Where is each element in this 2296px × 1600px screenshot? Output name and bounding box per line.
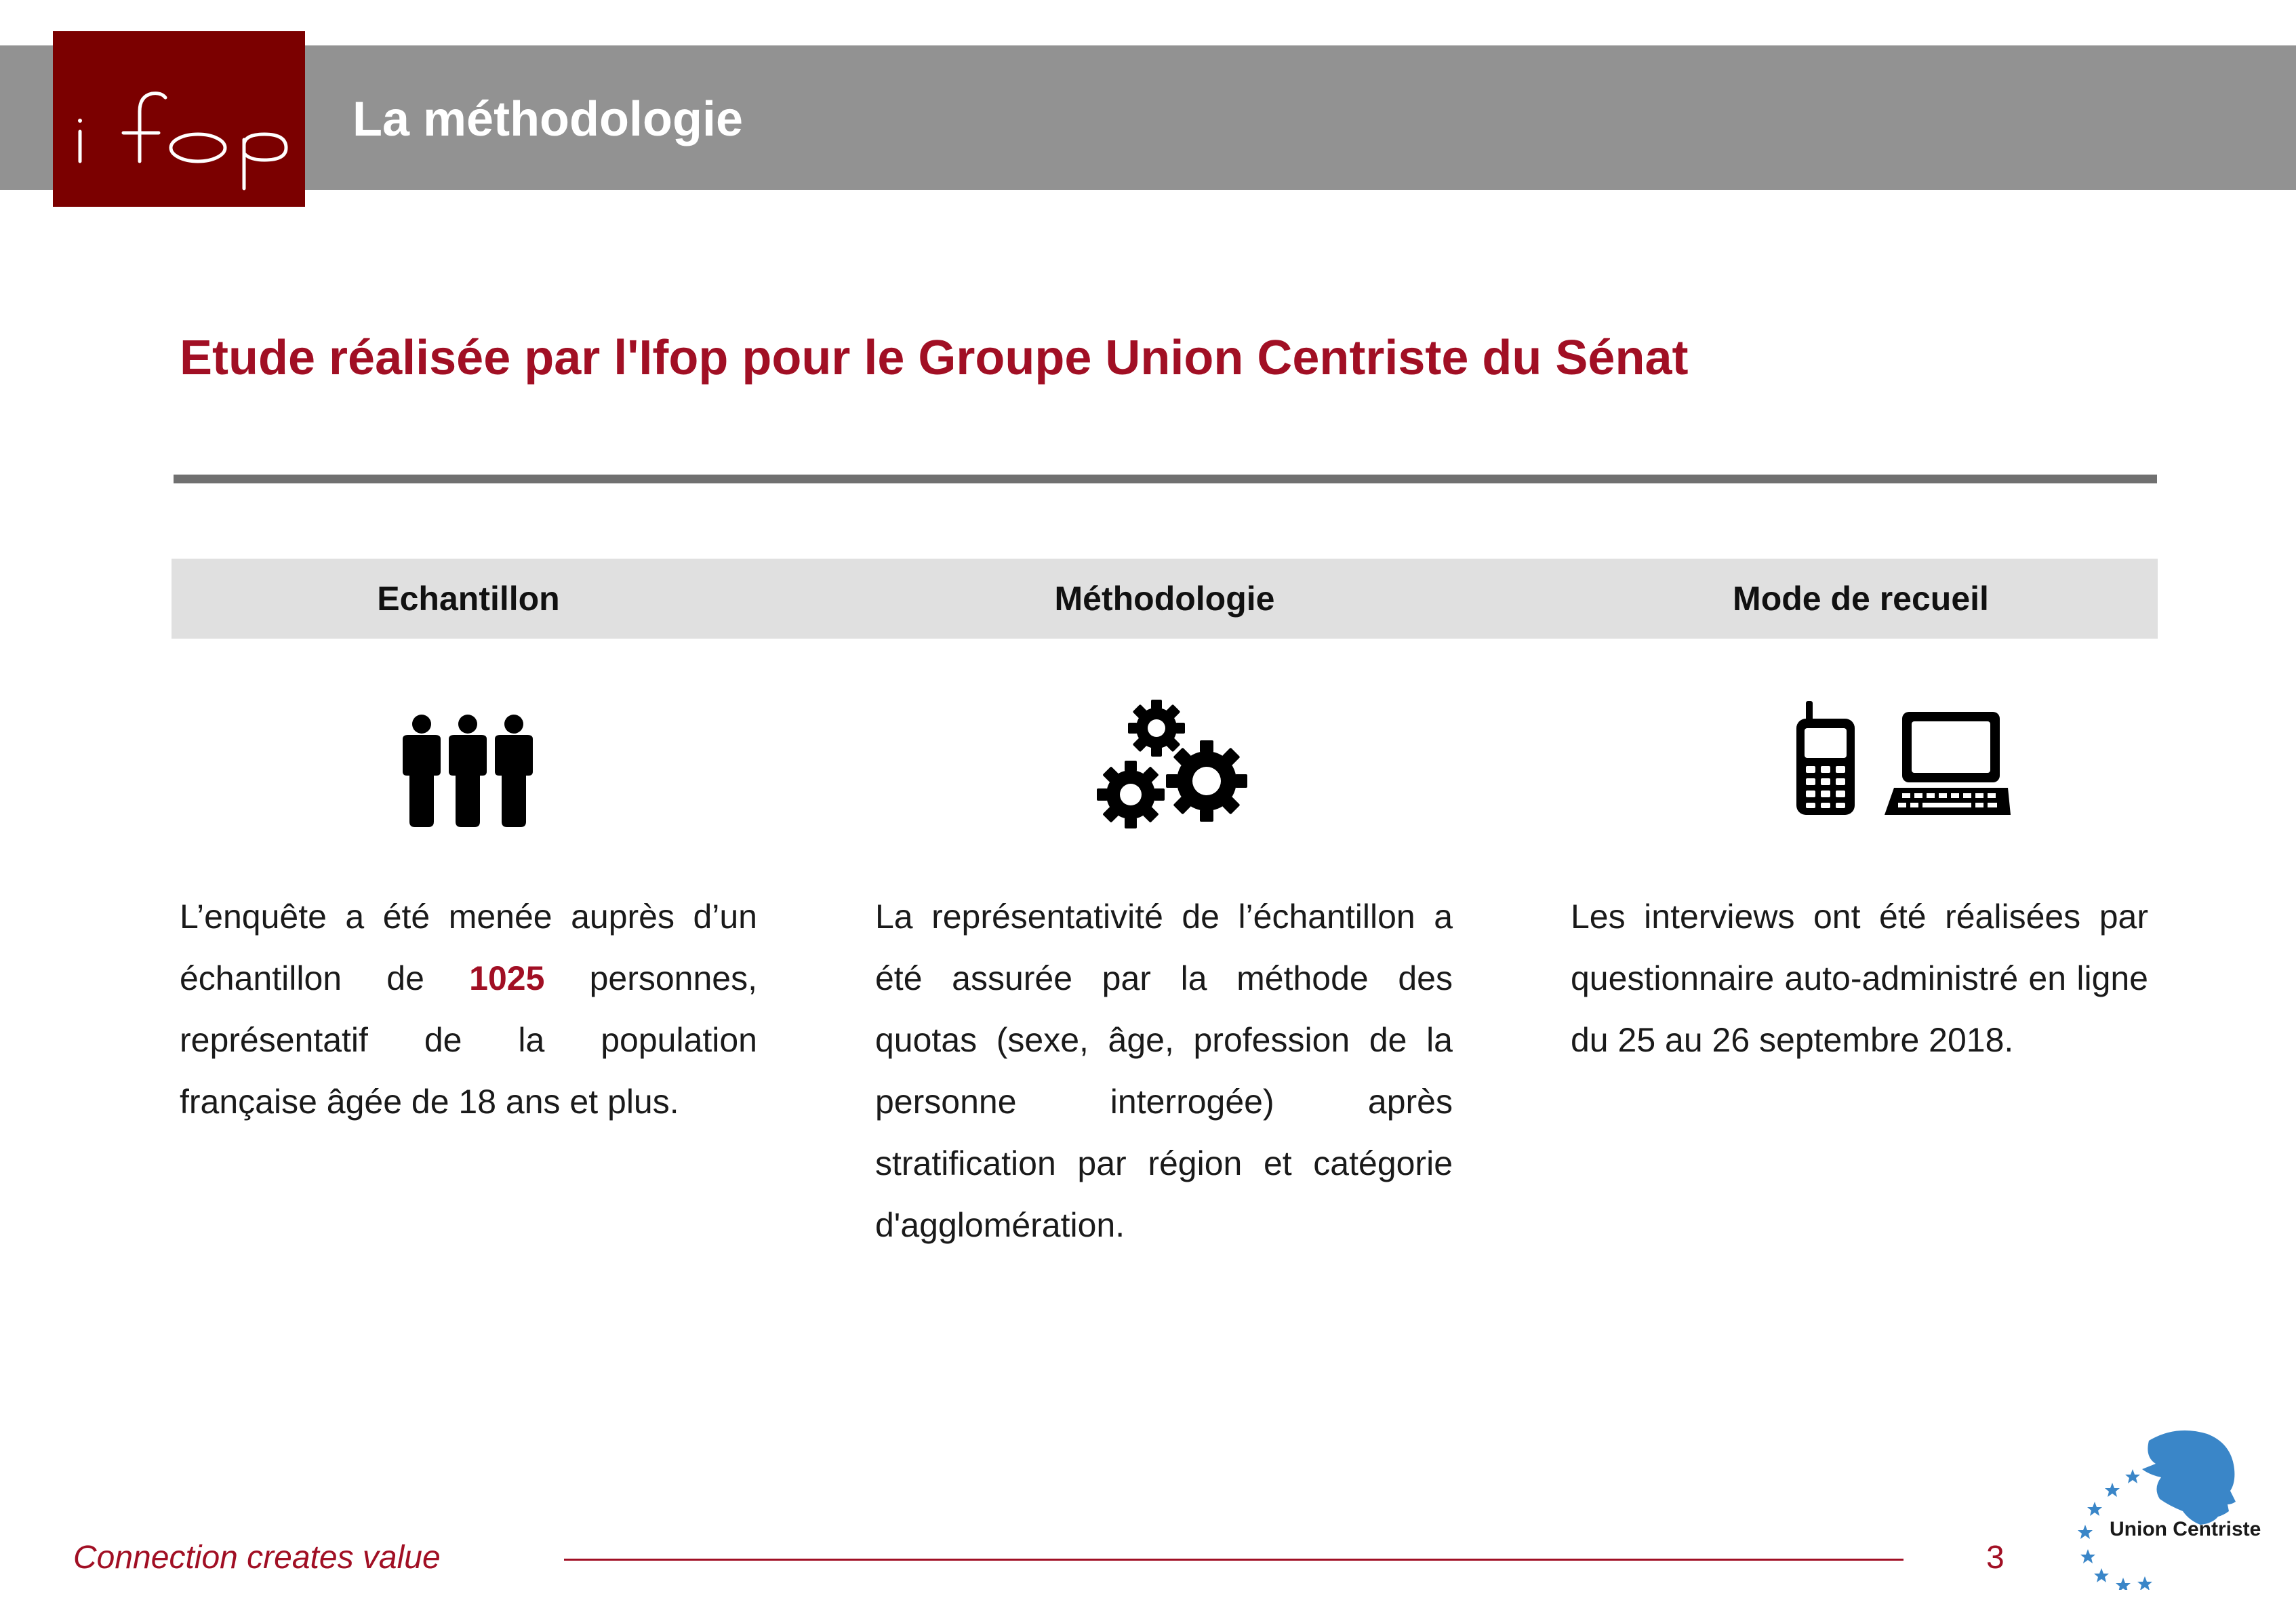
echantillon-text-start: L’enquête a été menée auprès d’un échantillon de bbox=[180, 898, 757, 997]
header-bar bbox=[0, 45, 2296, 190]
gears-icon bbox=[1097, 700, 1253, 833]
echantillon-description bbox=[180, 886, 757, 1133]
union-centriste-logo bbox=[2074, 1420, 2264, 1590]
methodologie-description: La représentativité de l’échantillon a été assurée par la méthode des quotas (sexe, âge, profession de la personne interrogée) après stratification par région et catégorie d'agglomération. bbox=[875, 898, 1453, 1244]
column-heading-methodologie: Méthodologie bbox=[1054, 580, 1275, 618]
echantillon-text-end: personnes, représentatif de la population française âgée de 18 ans et plus. bbox=[180, 959, 757, 1121]
sample-size-value: 1025 bbox=[469, 959, 545, 997]
ifop-logo bbox=[53, 31, 305, 207]
section-divider bbox=[174, 475, 2157, 483]
footer-line bbox=[564, 1559, 1904, 1561]
header-title: La méthodologie bbox=[353, 92, 743, 146]
footer-tagline: Connection creates value bbox=[73, 1540, 441, 1576]
union-centriste-label: Union Centriste bbox=[2110, 1518, 2261, 1540]
column-heading-mode-de-recueil: Mode de recueil bbox=[1733, 580, 1989, 618]
column-heading-echantillon: Echantillon bbox=[377, 580, 560, 618]
study-title: Etude réalisée par l'Ifop pour le Groupe Union Centriste du Sénat bbox=[180, 331, 1689, 385]
phone-laptop-icon bbox=[1796, 701, 2011, 816]
people-icon bbox=[399, 715, 537, 827]
page-number: 3 bbox=[1986, 1540, 2005, 1576]
ifop-logo-mark bbox=[53, 31, 305, 207]
mode-de-recueil-description: Les interviews ont été réalisées par questionnaire auto-administré en ligne du 25 au 26 septembre 2018. bbox=[1571, 898, 2148, 1059]
